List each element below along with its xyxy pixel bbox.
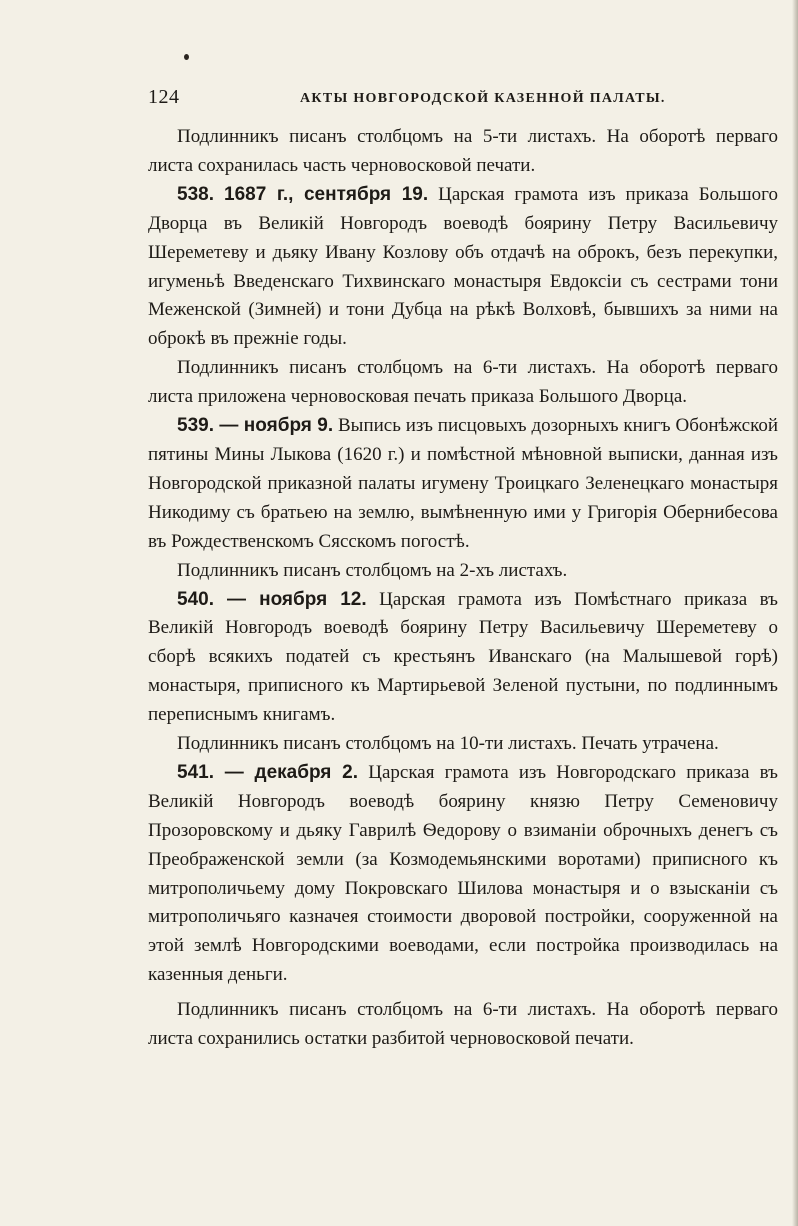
note-paragraph <box>148 123 778 181</box>
note-paragraph <box>148 354 778 412</box>
note-paragraph <box>148 557 778 586</box>
note-text: Подлинникъ писанъ столбцомъ на 5-ти листахъ. На оборотѣ перваго листа сохранилась часть черновосковой печати. <box>148 126 778 176</box>
entry-text: Царская грамота изъ приказа Большого Дворца въ Великій Новгородъ воеводѣ боярину Петру Васильевичу Шереметеву и дьяку Ивану Козлову объ отдачѣ на оброкъ, безъ перекупки, игуменьѣ Введенскаго Тихвинскаго монастыря Евдоксіи съ сестрами тони Меженской (Зимней) и тони Дубца на рѣкѣ Волховѣ, бывшихъ за ними на оброкѣ въ прежніе годы. <box>148 183 778 350</box>
entry-number: 538. <box>177 183 214 205</box>
entry-paragraph-540 <box>148 586 778 731</box>
entry-paragraph-539 <box>148 412 778 557</box>
entry-date: 1687 г., сентября 19. <box>224 183 429 205</box>
note-text: Подлинникъ писанъ столбцомъ на 6-ти листахъ. На оборотѣ перваго листа сохранились остатки разбитой черновосковой печати. <box>148 999 778 1050</box>
note-text: Подлинникъ писанъ столбцомъ на 2-хъ листахъ. <box>177 559 568 581</box>
entry-paragraph-538 <box>148 181 778 354</box>
page-edge-shadow <box>792 0 798 1226</box>
page-number: 124 <box>148 86 180 108</box>
note-text: Подлинникъ писанъ столбцомъ на 6-ти листахъ. На оборотѣ перваго листа приложена черновосковая печать приказа Большого Дворца. <box>148 357 778 408</box>
page-header <box>148 86 776 110</box>
entry-date: — ноября 9. <box>213 415 334 437</box>
entry-text: Выпись изъ писцовыхъ дозорныхъ книгъ Обонѣжской пятины Мины Лыкова (1620 г.) и помѣстной мѣновной выписки, данная изъ Новгородской приказной палаты игумену Троицкаго Зеленецкаго монастыря Никодиму съ братьею на землю, вымѣненную ими у Григорія Обернибесова въ Рождественскомъ Сясскомъ погостѣ. <box>148 415 779 552</box>
body-text <box>148 123 778 1054</box>
entry-date: — ноября 12. <box>213 588 367 610</box>
note-paragraph <box>148 996 778 1054</box>
entry-paragraph-541 <box>148 759 778 990</box>
entry-text: Царская грамота изъ Помѣстнаго приказа въ Великій Новгородъ воеводѣ боярину Петру Васильевичу Шереметеву о сборѣ всякихъ податей съ крестьянъ Иванскаго (на Малышевой горѣ) монастыря, приписного къ Мартирьевой Зеленой пустыни, по подлиннымъ переписнымъ книгамъ. <box>148 588 778 726</box>
note-text: Подлинникъ писанъ столбцомъ на 10-ти листахъ. Печать утрачена. <box>177 733 719 755</box>
entry-text: Царская грамота изъ Новгородскаго приказа въ Великій Новгородъ воеводѣ боярину князю Петру Семеновичу Прозоровскому и дьяку Гаврилѣ Ѳедорову о взиманіи оброчныхъ денегъ съ Преображенской земли (за Козмодемьянскими воротами) приписного къ митрополичьему дому Покровскаго Шилова монастыря и о взысканіи съ митрополичьяго казначея стоимости дворовой постройки, сооруженной на этой землѣ Новгородскими воеводами, если постройка производилась на казенныя деньги. <box>148 761 778 986</box>
entry-number: 540. <box>177 588 214 610</box>
entry-number: 541. <box>177 761 214 783</box>
note-paragraph <box>148 730 778 759</box>
ink-speck <box>184 54 189 60</box>
entry-date: — декабря 2. <box>213 761 358 783</box>
running-title: АКТЫ НОВГОРОДСКОЙ КАЗЕННОЙ ПАЛАТЫ. <box>300 91 666 106</box>
entry-number: 539. <box>177 415 214 437</box>
